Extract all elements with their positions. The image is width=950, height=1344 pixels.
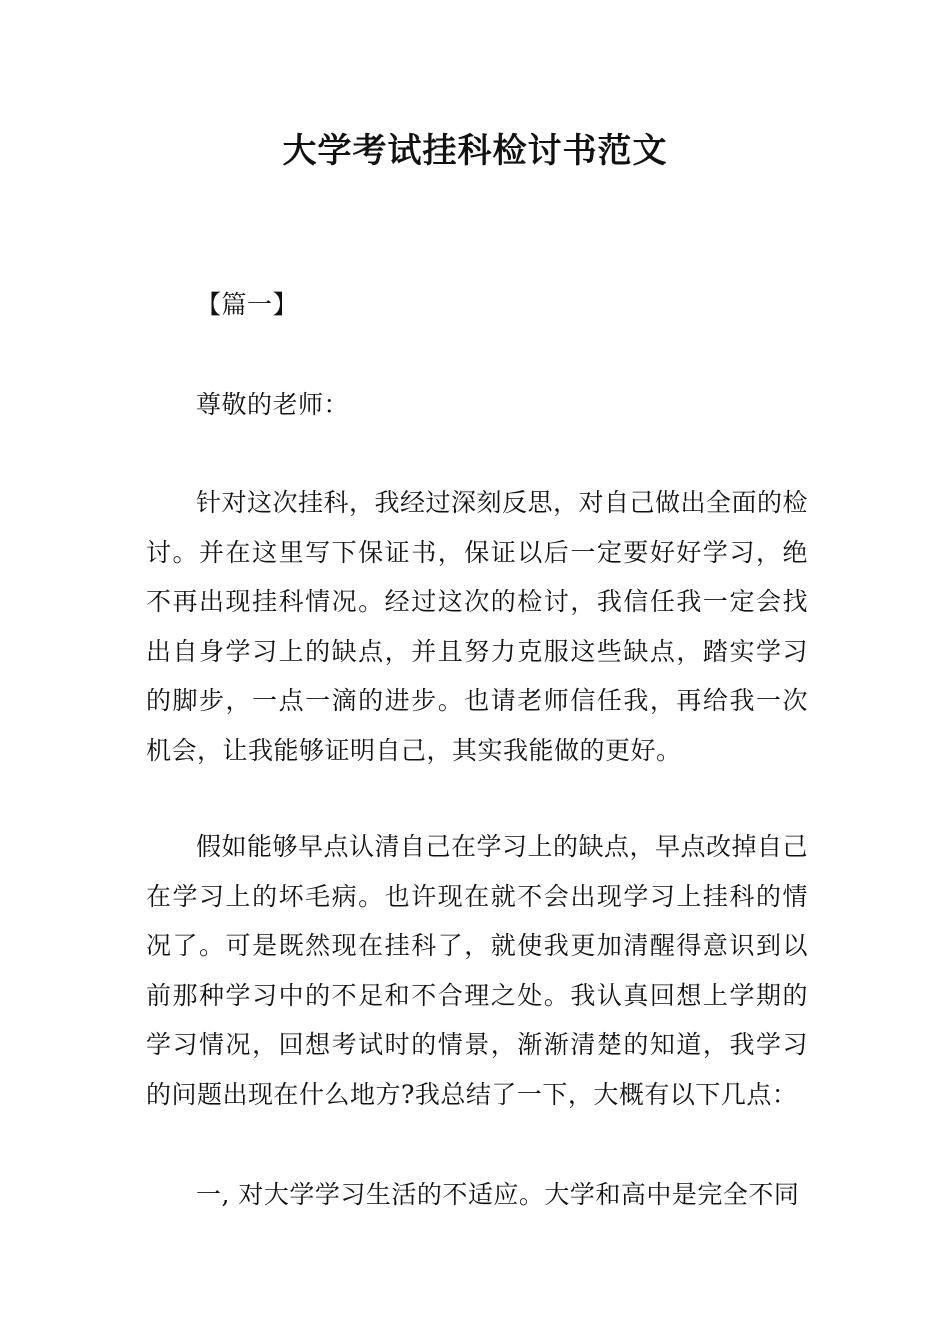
salutation: 尊敬的老师： bbox=[196, 390, 350, 419]
paragraph-2: 假如能够早点认清自己在学习上的缺点，早点改掉自己在学习上的坏毛病。也许现在就不会出现学习上挂科的情况了。可是既然现在挂科了，就使我更加清醒得意识到以前那种学习中的不足和不合理之处。我认真回想上学期的学习情况，回想考试时的情景，渐渐清楚的知道，我学习的问题出现在什么地方?我总结了一下，大概有以下几点： bbox=[146, 832, 809, 1109]
section-label: 【篇一】 bbox=[196, 290, 299, 319]
paragraph-1: 针对这次挂科，我经过深刻反思，对自己做出全面的检讨。并在这里写下保证书，保证以后一定要好好学习，绝不再出现挂科情况。经过这次的检讨，我信任我一定会找出自身学习上的缺点，并且努力克服这些缺点，踏实学习的脚步，一点一滴的进步。也请老师信任我，再给我一次机会，让我能够证明自己，其实我能做的更好。 bbox=[146, 488, 809, 765]
paragraph-3: 一, 对大学学习生活的不适应。大学和高中是完全不同 bbox=[196, 1180, 800, 1209]
document-title: 大学考试挂科检讨书范文 bbox=[282, 131, 668, 171]
